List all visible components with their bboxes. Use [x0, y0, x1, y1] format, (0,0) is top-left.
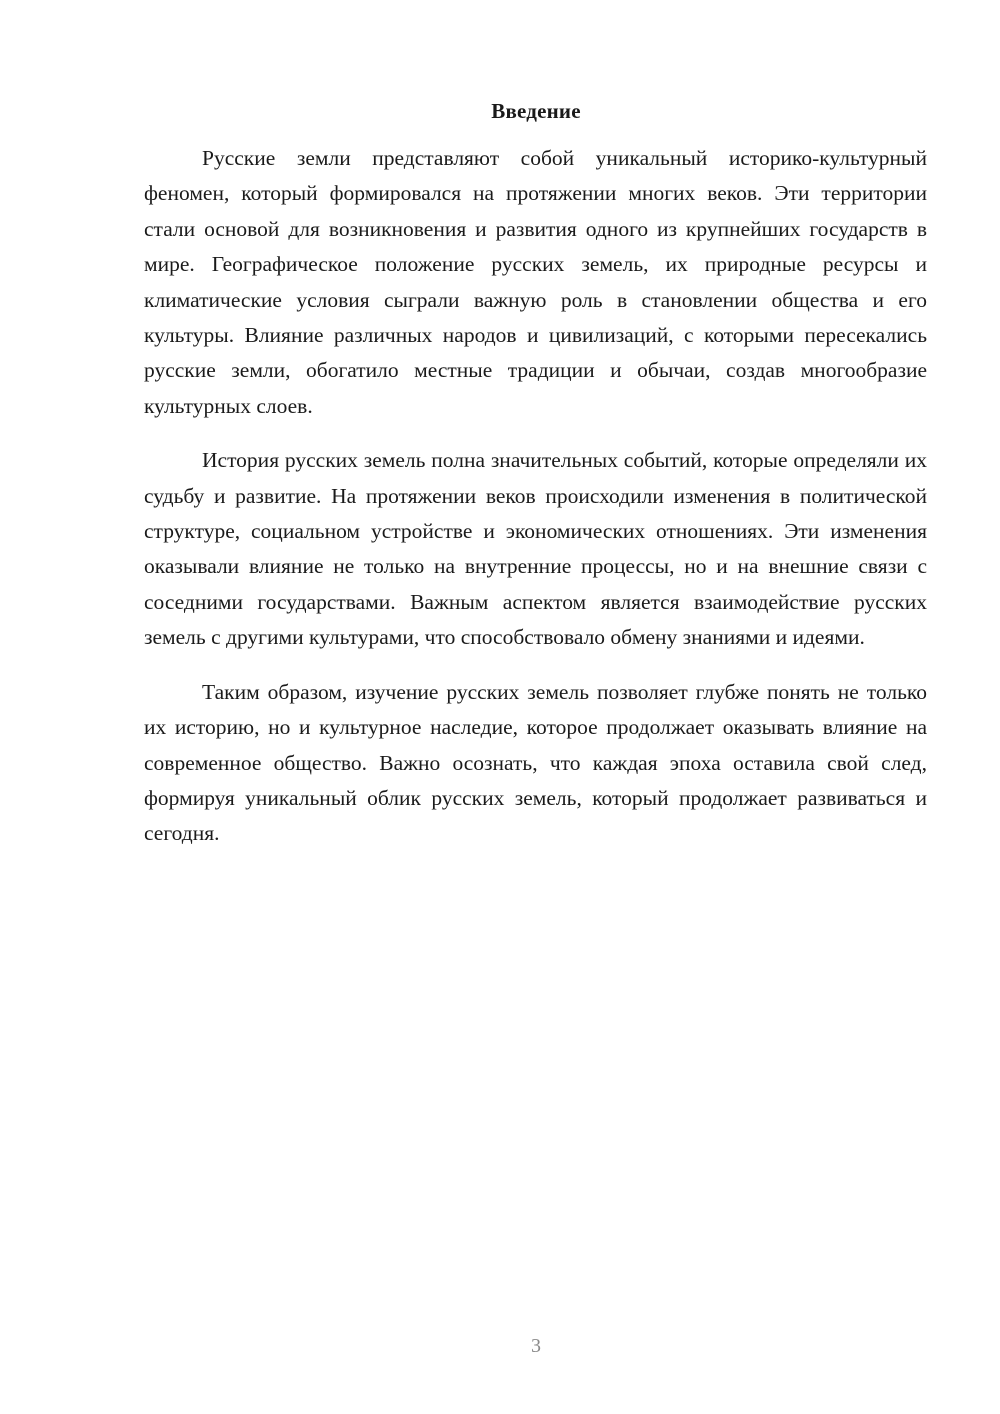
body-text — [144, 141, 927, 871]
paragraph-3: Таким образом, изучение русских земель позволяет глубже понять не только их историю, но и культурное наследие, которое продолжает оказывать влияние на современное общество. Важно осознать, что каждая эпоха оставила свой след, формируя уникальный облик русских земель, который продолжает развиваться и сегодня. — [144, 679, 927, 846]
paragraph-1: Русские земли представляют собой уникальный историко-культурный феномен, который формировался на протяжении многих веков. Эти территории стали основой для возникновения и развития одного из крупнейших государств в мире. Географическое положение русских земель, их природные ресурсы и климатические условия сыграли важную роль в становлении общества и его культуры. Влияние различных народов и цивилизаций, с которыми пересекались русские земли, обогатило местные традиции и обычаи, создав многообразие культурных слоев. — [144, 146, 927, 418]
paragraph-2: История русских земель полна значительных событий, которые определяли их судьбу и развитие. На протяжении веков происходили изменения в политической структуре, социальном устройстве и экономических отношениях. Эти изменения оказывали влияние не только на внутренние процессы, но и на внешние связи с соседними государствами. Важным аспектом является взаимодействие русских земель с другими культурами, что способствовало обмену знаниями и идеями. — [144, 448, 927, 650]
page-number: 3 — [531, 1335, 541, 1357]
section-title: Введение — [491, 99, 581, 123]
